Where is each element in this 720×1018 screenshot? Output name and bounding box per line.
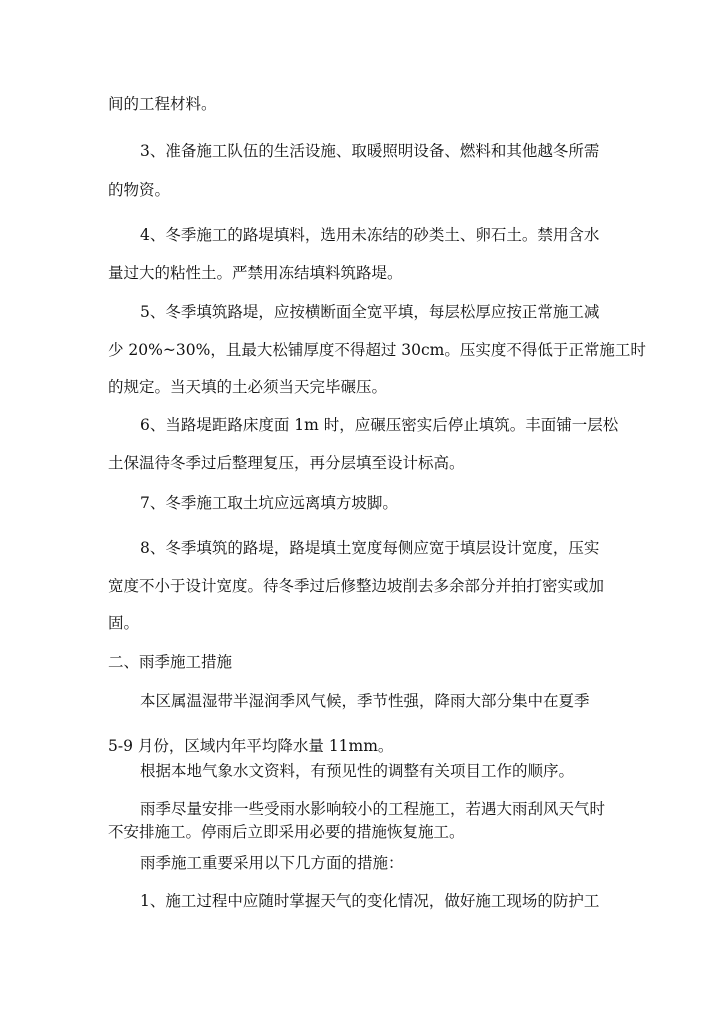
text-line: 3、准备施工队伍的生活设施、取暖照明设备、燃料和其他越冬所需 [140,142,600,160]
text-line: 5-9 月份，区域内年平均降水量 11mm。 [108,737,394,755]
text-line: 宽度不小于设计宽度。待冬季过后修整边坡削去多余部分并拍打密实或加 [108,577,605,595]
text-line: 8、冬季填筑的路堤，路堤填土宽度每侧应宽于填层设计宽度，压实 [140,539,600,557]
text-line: 固。 [108,614,140,632]
text-line: 1、施工过程中应随时掌握天气的变化情况，做好施工现场的防护工 [140,892,600,910]
text-line: 本区属温湿带半湿润季风气候，季节性强，降雨大部分集中在夏季 [140,692,590,710]
text-line: 7、冬季施工取土坑应远离填方坡脚。 [140,494,398,512]
text-line: 量过大的粘性土。严禁用冻结填料筑路堤。 [108,264,403,282]
text-line: 4、冬季施工的路堤填料，选用未冻结的砂类土、卵石土。禁用含水 [140,226,600,244]
text-line: 不安排施工。停雨后立即采用必要的措施恢复施工。 [108,823,465,841]
section-heading: 二、雨季施工措施 [108,653,233,671]
text-line: 少 20%~30%，且最大松铺厚度不得超过 30cm。压实度不得低于正常施工时 [108,341,646,359]
text-line: 间的工程材料。 [108,95,217,113]
text-line: 的规定。当天填的土必须当天完毕碾压。 [108,378,388,396]
text-line: 6、当路堤距路床度面 1m 时，应碾压密实后停止填筑。丰面铺一层松 [140,416,619,434]
text-line: 的物资。 [108,181,171,199]
text-line: 5、冬季填筑路堤，应按横断面全宽平填，每层松厚应按正常施工减 [140,303,600,321]
text-line: 根据本地气象水文资料，有预见性的调整有关项目工作的顺序。 [140,762,575,780]
text-line: 雨季尽量安排一些受雨水影响较小的工程施工，若遇大雨刮风天气时 [140,800,606,818]
text-line: 雨季施工重要采用以下几方面的措施： [140,854,404,872]
text-line: 土保温待冬季过后整理复压，再分层填至设计标高。 [108,454,465,472]
